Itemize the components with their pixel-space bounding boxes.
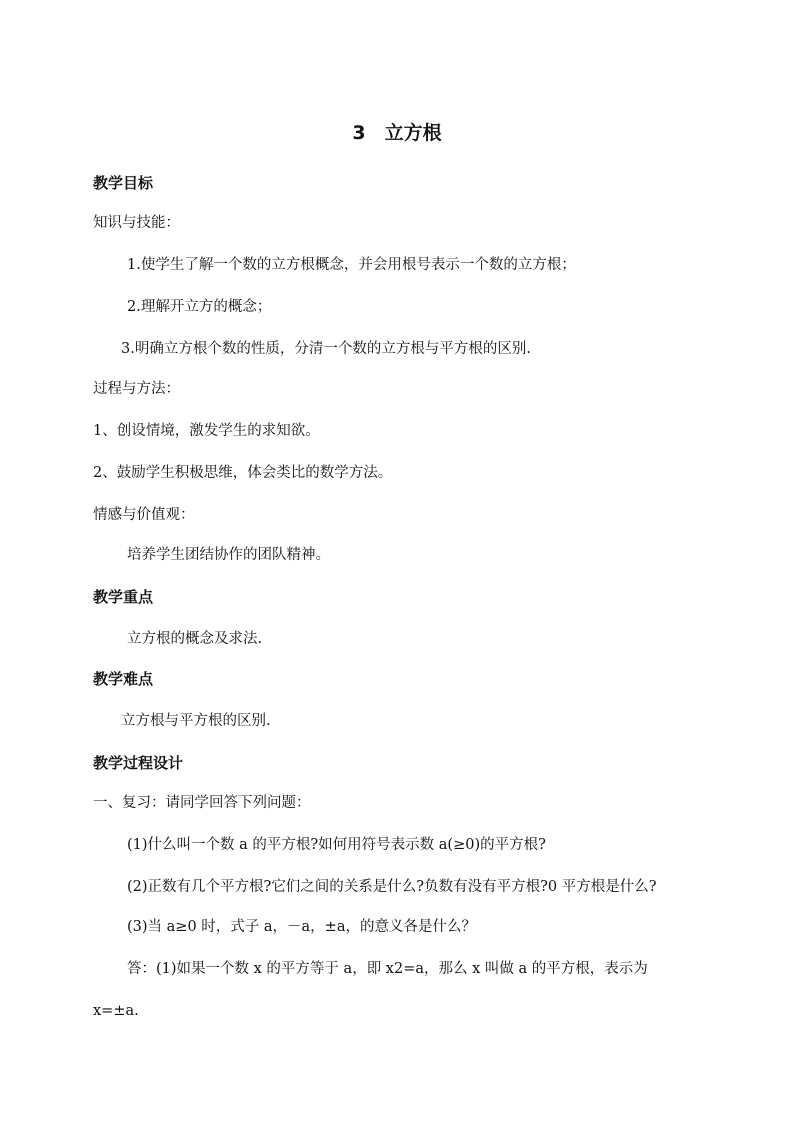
document-title: 3 立方根: [352, 122, 442, 144]
knowledge-label: 知识与技能：: [93, 215, 180, 231]
answer-line-2: x=±a.: [93, 1003, 139, 1019]
difficulty-heading: 教学难点: [93, 670, 154, 688]
knowledge-item-1: 1.使学生了解一个数的立方根概念，并会用根号表示一个数的立方根；: [127, 257, 576, 273]
process-label: 过程与方法：: [93, 381, 180, 397]
knowledge-item-2: 2.理解开立方的概念；: [127, 299, 272, 315]
knowledge-item-3: 3.明确立方根个数的性质，分清一个数的立方根与平方根的区别.: [121, 341, 531, 357]
emotion-label: 情感与价值观：: [93, 507, 195, 523]
process-item-1: 1、创设情境，激发学生的求知欲。: [93, 423, 320, 439]
objectives-heading: 教学目标: [93, 174, 154, 192]
question-1: (1)什么叫一个数 a 的平方根?如何用符号表示数 a(≥0)的平方根?: [127, 837, 546, 853]
design-heading: 教学过程设计: [93, 754, 184, 772]
answer-line-1: 答：(1)如果一个数 x 的平方等于 a，即 x2=a，那么 x 叫做 a 的平方根，表示为: [127, 961, 648, 977]
process-item-2: 2、鼓励学生积极思维，体会类比的数学方法。: [93, 465, 393, 481]
review-label: 一、复习：请同学回答下列问题：: [93, 795, 311, 811]
key-text: 立方根的概念及求法.: [127, 631, 263, 647]
emotion-text: 培养学生团结协作的团队精神。: [127, 547, 330, 563]
question-3: (3)当 a≥0 时，式子 a，－a，±a，的意义各是什么？: [127, 919, 476, 935]
difficulty-text: 立方根与平方根的区别.: [121, 713, 271, 729]
key-heading: 教学重点: [93, 588, 154, 606]
question-2: (2)正数有几个平方根?它们之间的关系是什么?负数有没有平方根?0 平方根是什么?: [127, 879, 657, 895]
